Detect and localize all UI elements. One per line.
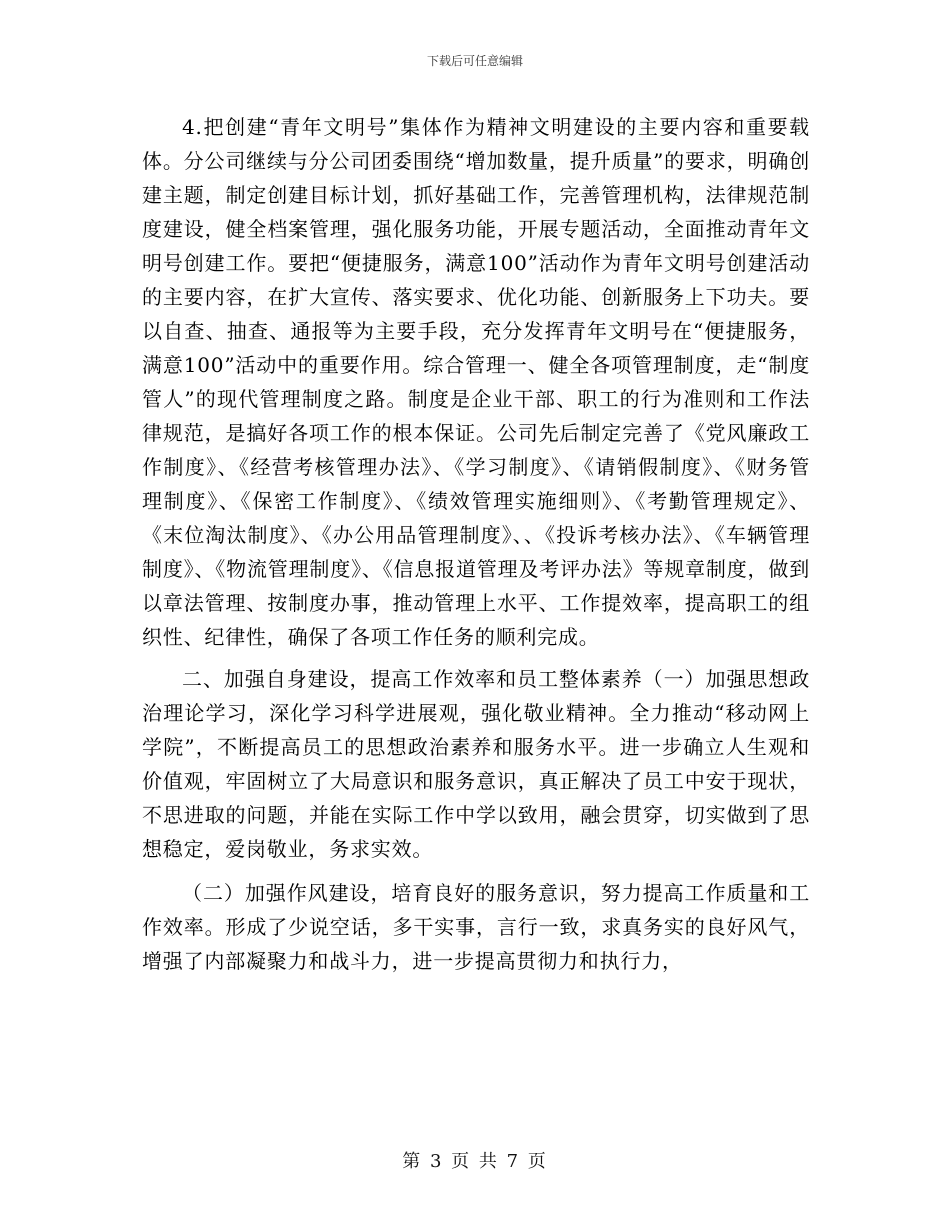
paragraph-self-construction: 二、加强自身建设，提高工作效率和员工整体素养（一）加强思想政治理论学习，深化学习科学进展观，强化敬业精神。全力推动“移动网上学院”，不断提高员工的思想政治素养和服务水平。进一步确立人生观和价值观，牢固树立了大局意识和服务意识，真正解决了员工中安于现状，不思进取的问题，并能在实际工作中学以致用，融会贯穿，切实做到了思想稳定，爱岗敬业，务求实效。 (142, 667, 810, 861)
paragraph-work-style: （二）加强作风建设，培育良好的服务意识，努力提高工作质量和工作效率。形成了少说空话，多干实事，言行一致，求真务实的良好风气，增强了内部凝聚力和战斗力，进一步提高贯彻力和执行力， (142, 881, 810, 973)
paragraph-youth-civilization: 4.把创建“青年文明号”集体作为精神文明建设的主要内容和重要载体。分公司继续与分公司团委围绕“增加数量，提升质量”的要求，明确创建主题，制定创建目标计划，抓好基础工作，完善管理机构，法律规范制度建设，健全档案管理，强化服务功能，开展专题活动，全面推动青年文明号创建工作。要把“便捷服务，满意100”活动作为青年文明号创建活动的主要内容，在扩大宣传、落实要求、优化功能、创新服务上下功夫。要以自查、抽查、通报等为主要手段，充分发挥青年文明号在“便捷服务，满意100”活动中的重要作用。综合管理一、健全各项管理制度，走“制度管人”的现代管理制度之路。制度是企业干部、职工的行为准则和工作法律规范，是搞好各项工作的根本保证。公司先后制定完善了《党风廉政工作制度》、《经营考核管理办法》、《学习制度》、《请销假制度》、《财务管理制度》、《保密工作制度》、《绩效管理实施细则》、《考勤管理规定》、《末位淘汰制度》、《办公用品管理制度》、、《投诉考核办法》、《车辆管理制度》、《物流管理制度》、《信息报道管理及考评办法》等规章制度，做到以章法管理、按制度办事，推动管理上水平、工作提效率，提高职工的组织性、纪律性，确保了各项工作任务的顺利完成。 (142, 115, 810, 649)
page-header: 下载后可任意编辑 (426, 54, 523, 68)
document-body (142, 110, 810, 978)
page-number: 第 3 页 共 7 页 (402, 1151, 548, 1172)
